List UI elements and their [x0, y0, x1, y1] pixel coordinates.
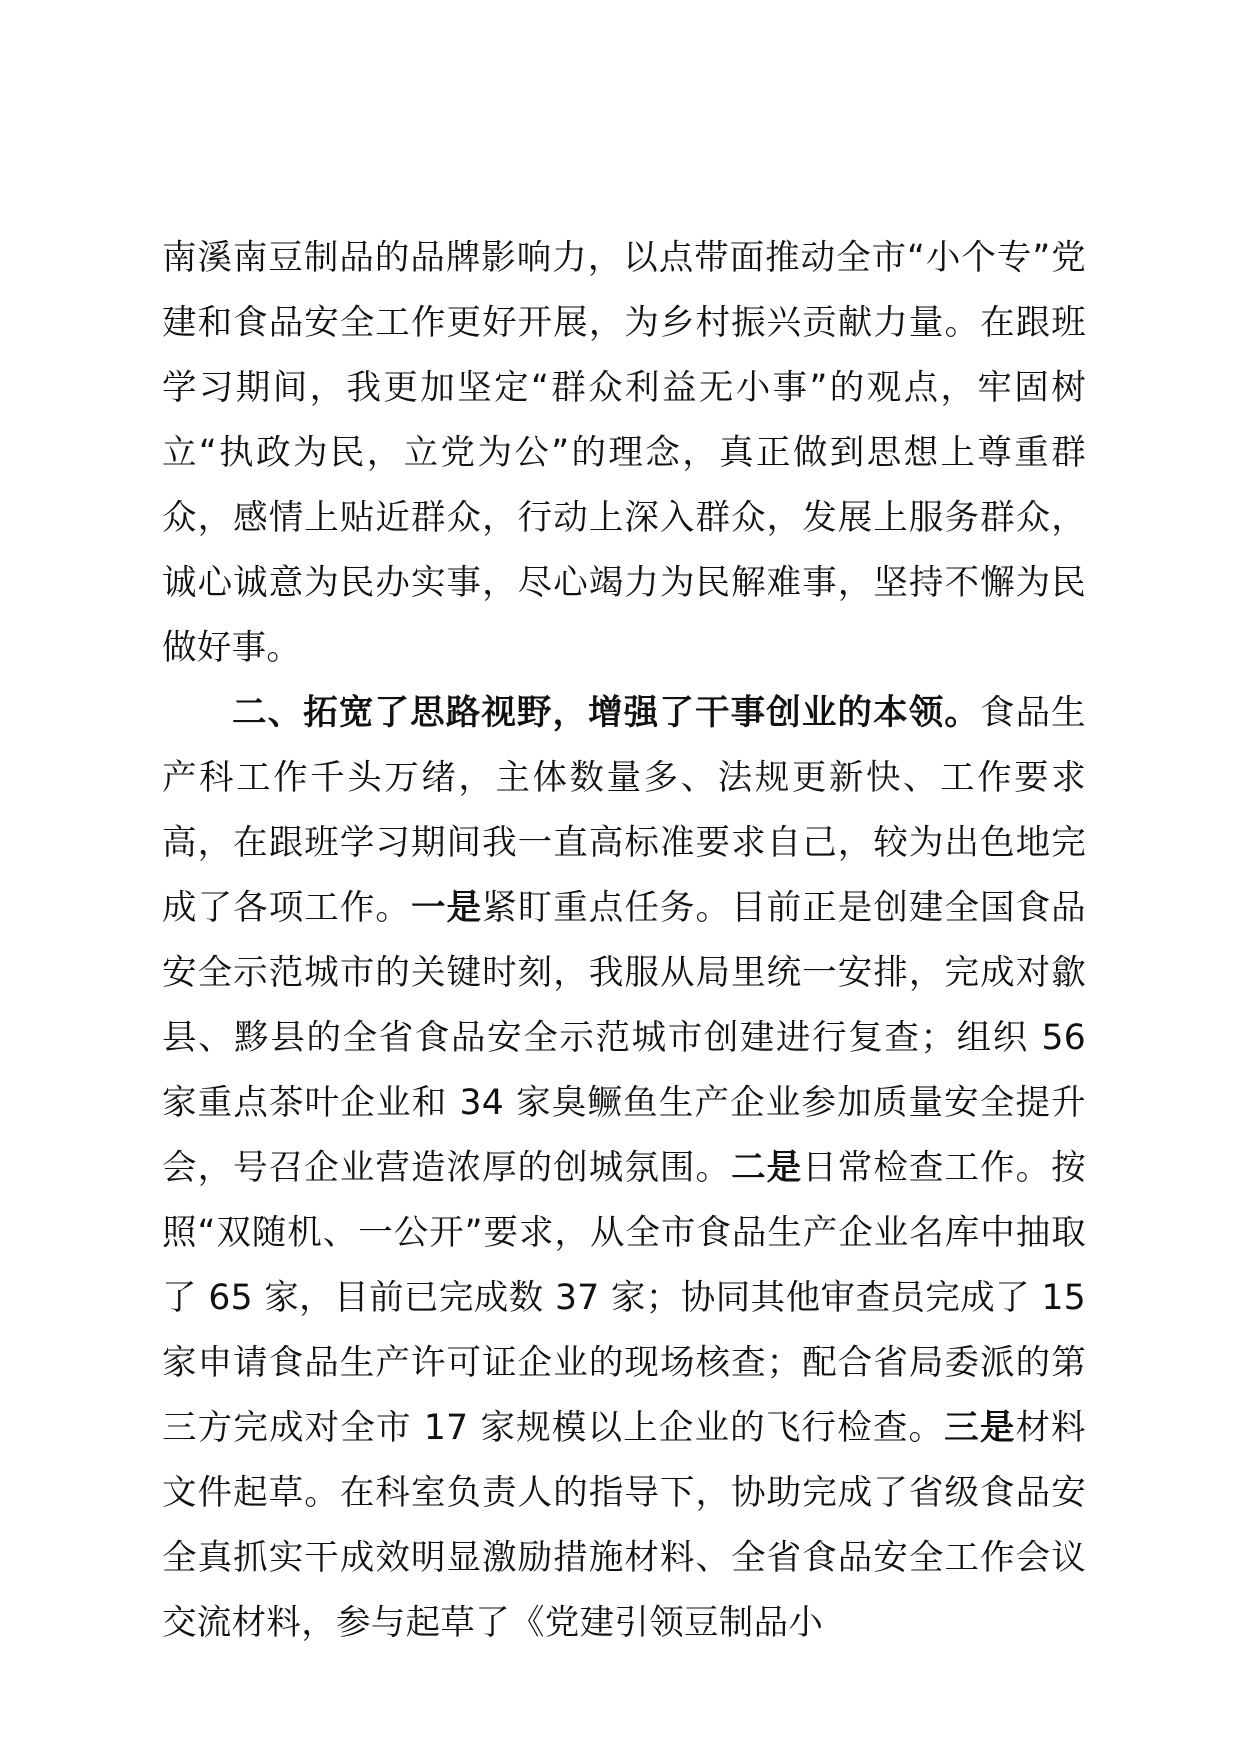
section-heading: 二、拓宽了思路视野，增强了干事创业的本领。 — [232, 693, 980, 733]
item-marker-one: 一是 — [410, 888, 483, 928]
paragraph-continuation — [162, 226, 1086, 681]
item-marker-two: 二是 — [731, 1148, 803, 1188]
document-body — [162, 226, 1086, 1656]
paragraph-text: 食品生产科工作千头万绪，主体数量多、法规更新快、工作要求高，在跟班学习期间我一直高标准要求自己，较为出色地完成了各项工作。 — [162, 693, 1086, 928]
paragraph-text: 材料文件起草。在科室负责人的指导下，协助完成了省级食品安全真抓实干成效明显激励措施材料、全省食品安全工作会议交流材料，参与起草了《党建引领豆制品小 — [162, 1408, 1086, 1643]
item-marker-three: 三是 — [944, 1408, 1016, 1448]
paragraph-text: 南溪南豆制品的品牌影响力，以点带面推动全市“小个专”党建和食品安全工作更好开展，为乡村振兴贡献力量。在跟班学习期间，我更加坚定“群众利益无小事”的观点，牢固树立“执政为民，立党为公”的理念，真正做到思想上尊重群众，感情上贴近群众，行动上深入群众，发展上服务群众，诚心诚意为民办实事，尽心竭力为民解难事，坚持不懈为民做好事。 — [162, 238, 1086, 668]
paragraph-text: 日常检查工作。按照“双随机、一公开”要求，从全市食品生产企业名库中抽取了 65 家，目前已完成数 37 家；协同其他审查员完成了 15 家申请食品生产许可证企业的现场核查；配合省局委派的第三方完成对全市 17 家规模以上企业的飞行检查。 — [162, 1148, 1086, 1448]
paragraph-text: 紧盯重点任务。目前正是创建全国食品安全示范城市的关键时刻，我服从局里统一安排，完成对歙县、黟县的全省食品安全示范城市创建进行复查；组织 56 家重点茶叶企业和 34 家臭鳜鱼生产企业参加质量安全提升会，号召企业营造浓厚的创城氛围。 — [162, 888, 1086, 1188]
paragraph-section-two — [162, 681, 1086, 1656]
